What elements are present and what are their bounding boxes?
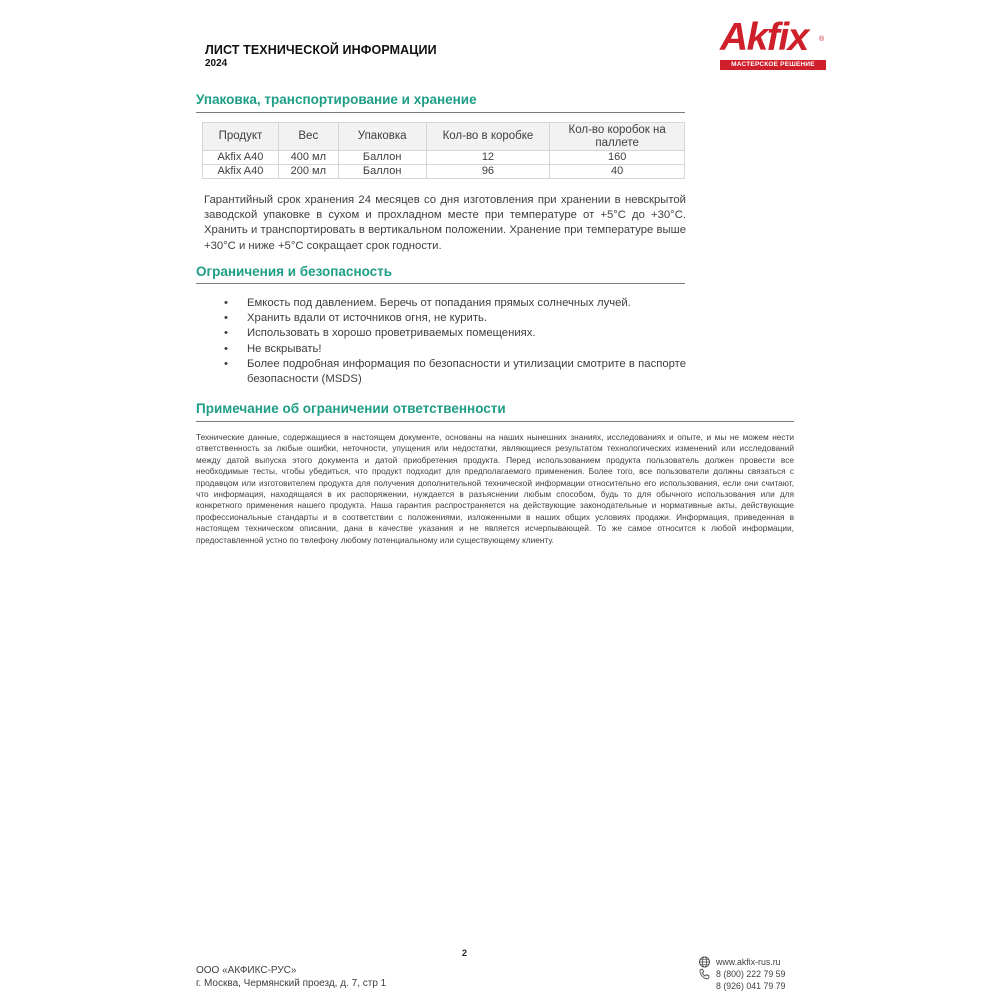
bullet-icon: • (224, 342, 228, 355)
document-year: 2024 (205, 58, 228, 69)
list-item-text: Более подробная информация по безопасности и утилизации смотрите в паспорте безопасности (MSDS) (247, 357, 686, 386)
phone-icon (698, 968, 711, 980)
list-item (224, 326, 686, 341)
table-row (203, 165, 685, 179)
packaging-heading: Упаковка, транспортирование и хранение (196, 92, 477, 107)
table-cell: Баллон (338, 165, 426, 179)
list-item (224, 311, 686, 326)
table-cell: 40 (550, 165, 685, 179)
table-cell: Баллон (338, 151, 426, 165)
column-header-packaging: Упаковка (338, 123, 426, 151)
table-cell: 160 (550, 151, 685, 165)
column-header-boxes-per-pallet: Кол-во коробок на паллете (550, 123, 685, 151)
column-header-product: Продукт (203, 123, 279, 151)
bullet-icon: • (224, 297, 228, 309)
akfix-logo (718, 16, 828, 72)
phone-number-2[interactable]: 8 (926) 041 79 79 (716, 981, 786, 991)
bullet-icon: • (224, 357, 228, 370)
list-item (224, 357, 686, 387)
table-cell: 12 (426, 151, 550, 165)
table-cell: Akfix A40 (203, 151, 279, 165)
packaging-divider (196, 112, 685, 113)
bullet-icon: • (224, 327, 228, 340)
list-item-text: Емкость под давлением. Беречь от попадания прямых солнечных лучей. (247, 297, 631, 309)
list-item-text: Не вскрывать! (247, 342, 322, 355)
disclaimer-heading: Примечание об ограничении ответственности (196, 401, 506, 416)
safety-list (224, 296, 686, 387)
list-item (224, 342, 686, 357)
website-link[interactable]: www.akfix-rus.ru (716, 957, 781, 967)
disclaimer-paragraph: Технические данные, содержащиеся в настоящем документе, основаны на наших нынешних знаниях, исследованиях и опыте, и мы не можем нести ответственность за любые ошибки, неточности, упущения или недостатки, являющиеся результатом технологических изменений или исследований между датой выпуска этого документа и датой приобретения продукта. Перед использованием продукта пользователь должен провести все необходимые тесты, чтобы убедиться, что продукт подходит для предполагаемого применения. Более того, все пользователи должны связаться с продавцом или изготовителем продукта для получения дополнительной технической информации относительно его использования, если они считают, что информация, находящаяся в их распоряжении, нуждается в разъяснении любым способом, будь то для обычного использования или для конкретного применения нашего продукта. Наша гарантия распространяется на действующие законодательные и нормативные акты, действующие профессиональные стандарты и в соответствии с положениями, изложенными в наших общих условиях продажи. Информация, приведенная в настоящем техническом описании, дана в качестве указания и не является исчерпывающей. То же самое относится к любой информации, предоставленной устно по телефону любому потенциальному или существующему клиенту. (196, 432, 794, 545)
list-item (224, 296, 686, 311)
phone-number-1[interactable]: 8 (800) 222 79 59 (716, 969, 786, 979)
table-cell: 96 (426, 165, 550, 179)
list-item-text: Использовать в хорошо проветриваемых помещениях. (247, 327, 536, 340)
globe-icon (698, 956, 711, 968)
logo-registered-mark: ® (819, 36, 825, 43)
company-name: ООО «АКФИКС-РУС» (196, 965, 297, 976)
page-number: 2 (462, 948, 468, 958)
column-header-qty-per-box: Кол-во в коробке (426, 123, 550, 151)
logo-tagline: МАСТЕРСКОЕ РЕШЕНИЕ (720, 60, 826, 70)
column-header-weight: Вес (278, 123, 338, 151)
company-info (196, 964, 386, 990)
table-header-row (203, 123, 685, 151)
safety-heading: Ограничения и безопасность (196, 264, 393, 279)
table-cell: 200 мл (278, 165, 338, 179)
disclaimer-divider (196, 421, 794, 422)
company-address: г. Москва, Чермянский проезд, д. 7, стр 1 (196, 978, 387, 989)
list-item-text: Хранить вдали от источников огня, не курить. (247, 312, 488, 325)
logo-wordmark: Akfix (720, 16, 808, 59)
safety-divider (196, 283, 685, 284)
table-cell: 400 мл (278, 151, 338, 165)
bullet-icon: • (224, 312, 228, 325)
storage-paragraph: Гарантийный срок хранения 24 месяцев со дня изготовления при хранении в невскрытой заводской упаковке в сухом и прохладном месте при температуре от +5°С до +30°С. Хранить и транспортировать в вертикальном положении. Хранение при температуре выше +30°С и ниже +5°С сокращает срок годности. (204, 194, 686, 252)
document-title: ЛИСТ ТЕХНИЧЕСКОЙ ИНФОРМАЦИИ (205, 43, 437, 57)
packaging-table (202, 122, 685, 179)
table-row (203, 151, 685, 165)
table-cell: Akfix A40 (203, 165, 279, 179)
